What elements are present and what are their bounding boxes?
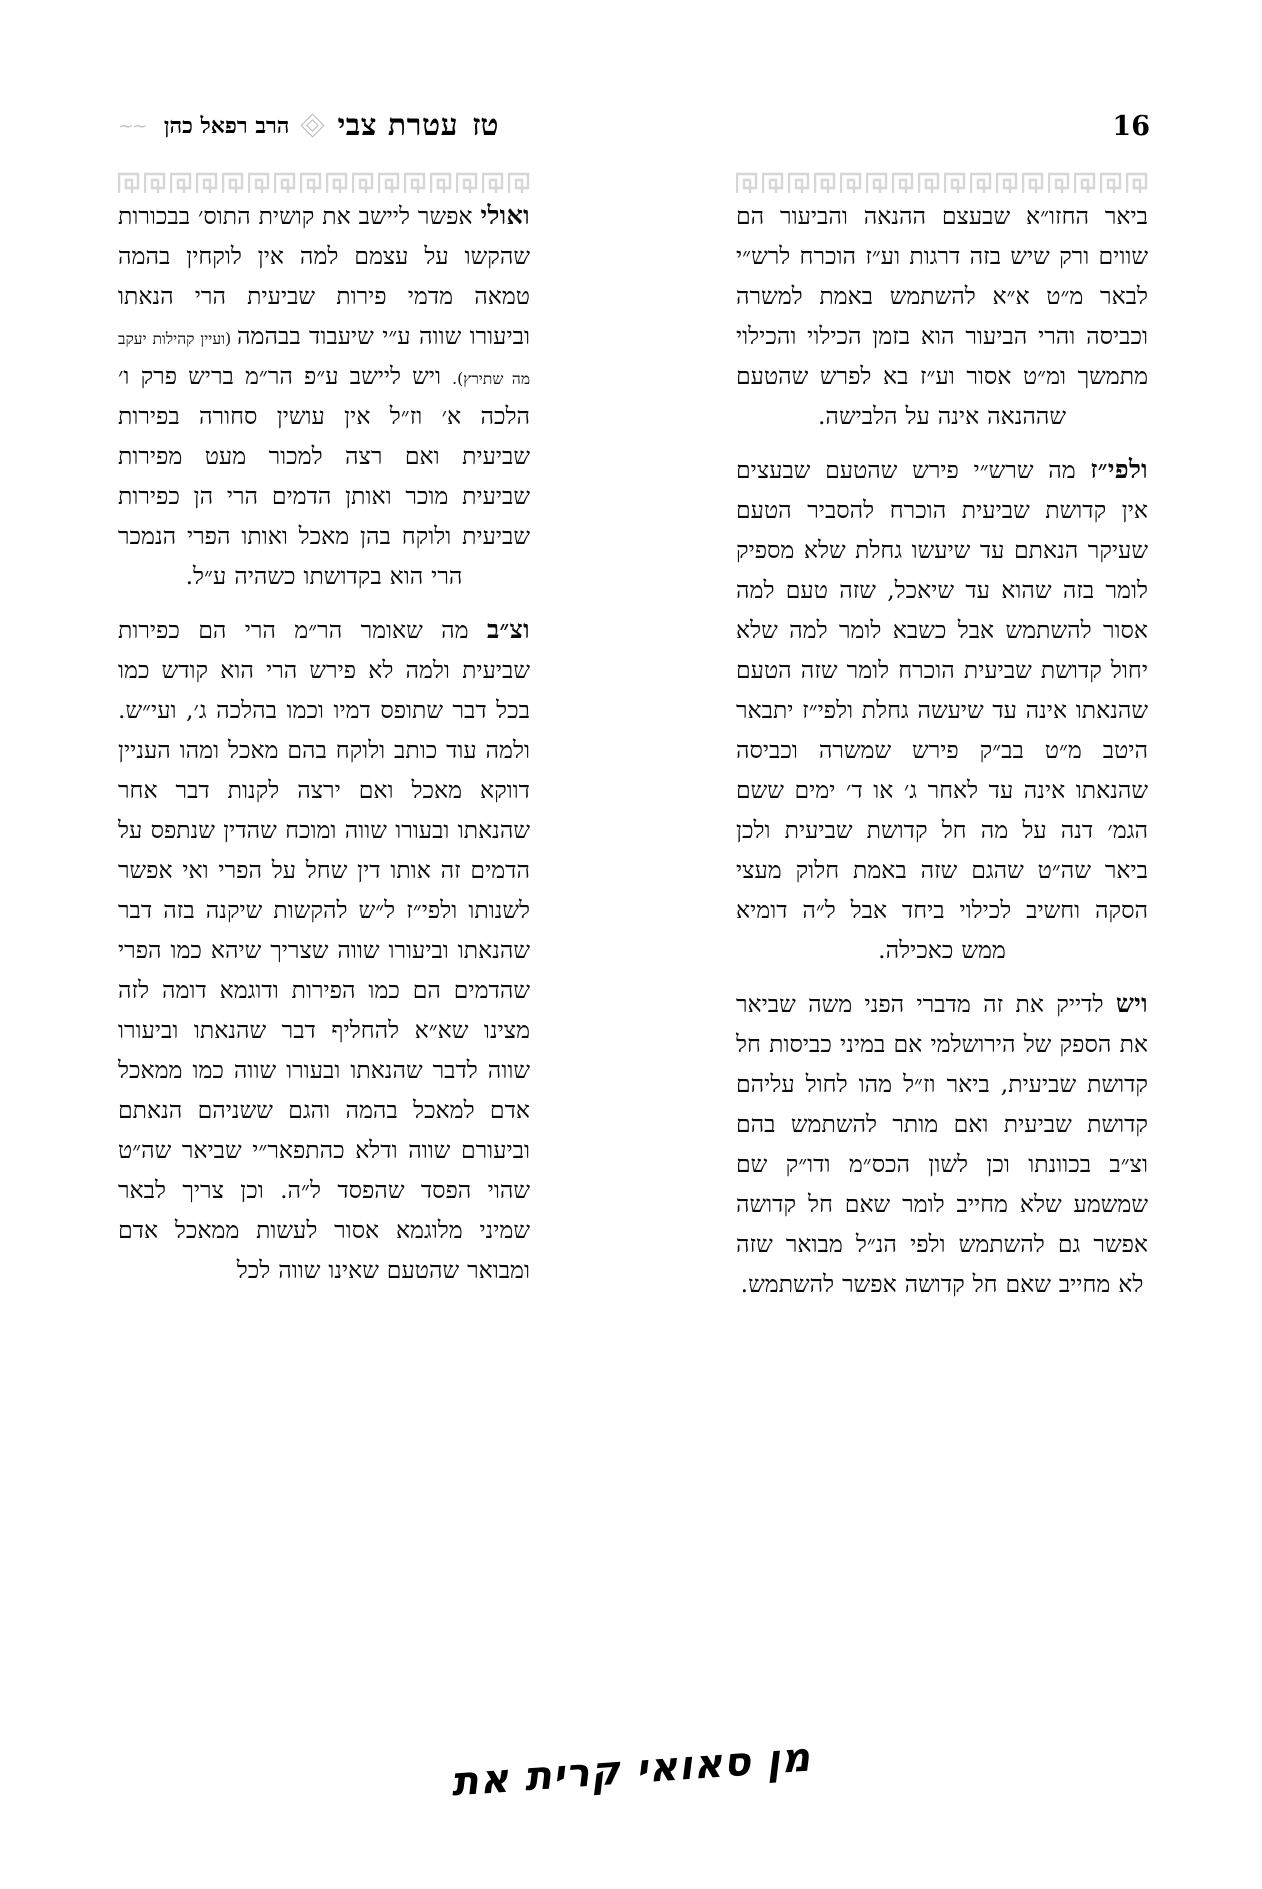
page-number: 16 — [1112, 111, 1150, 142]
paragraph — [118, 610, 530, 1290]
paragraph — [118, 196, 530, 596]
paragraph — [736, 450, 1148, 970]
footer-logo: מן סאואי קרית את — [449, 1734, 813, 1806]
paragraph — [736, 984, 1148, 1304]
paragraph-body: מה שרש״י פירש שהטעם שבעצים אין קדושת שביעית הוכרח להסביר הטעם שעיקר הנאתם עד שיעשו גחלת שלא מספיק לומר בזה שהוא עד שיאכל, שזה טעם למה אסור להשתמש אבל כשבא לומר למה שלא יחול קדושת שביעית הוכרח לומר שזה הטעם שהנאתו אינה עד שיעשה גחלת ולפי״ז יתבאר היטב מ״ט בב״ק פירש שמשרה וכביסה שהנאתו אינה עד לאחר ג׳ או ד׳ ימים ששם הגמ׳ דנה על מה חל קדושת שביעית ולכן ביאר שה״ט שהגם שזה באמת חלוק מעצי הסקה וחשיב לכילוי ביחד אבל ל״ה דומיא ממש כאכילה. — [736, 456, 1148, 964]
paragraph-body: ביאר החזו״א שבעצם ההנאה והביעור הם שווים ורק שיש בזה דרגות וע״ז הוכרח לרש״י לבאר מ״ט א״א להשתמש באמת למשרה וכביסה והרי הביעור הוא בזמן הכילוי והכילוי מתמשך ומ״ט אסור וע״ז בא לפרש שהטעם שההנאה אינה על הלבישה. — [736, 202, 1148, 430]
text-column-right — [736, 196, 1148, 1304]
paragraph-lead-word: וצ״ב — [486, 615, 530, 645]
running-head — [118, 108, 1150, 150]
swash-ornament-icon: ~~ — [118, 114, 146, 137]
paragraph — [736, 196, 1148, 436]
chapter-marker: טז — [472, 108, 499, 143]
paragraph-lead-word: ויש — [1115, 989, 1148, 1019]
paragraph-lead-word: ואולי — [480, 201, 530, 231]
diamond-icon — [303, 116, 323, 136]
book-title: עטרת צבי — [337, 108, 459, 143]
author-name: הרב רפאל כהן — [163, 112, 290, 139]
parenthetical-note: (ועיין קהילות יעקב מה שתירץ). — [118, 330, 531, 388]
paragraph-body: לדייק את זה מדברי הפני משה שביאר את הספק של הירושלמי אם במיני כביסות חל קדושת שביעית, ביאר וז״ל מהו לחול עליהם קדושת שביעית ואם מותר להשתמש בהם וצ״ב בכוונתו וכן לשון הכס״מ ודו״ק שם שמשמע שלא מחייב לומר שאם חל קדושה אפשר גם להשתמש ולפי הנ״ל מבואר שזה לא מחייב שאם חל קדושה אפשר להשתמש. — [736, 990, 1148, 1298]
decorative-border-left — [118, 168, 530, 194]
paragraph-body: מה שאומר הר״מ הרי הם כפירות שביעית ולמה לא פירש הרי הוא קודש כמו בכל דבר שתופס דמיו וכמו בהלכה ג׳, ועי״ש. ולמה עוד כותב ולוקח בהם מאכל ומהו העניין דווקא מאכל ואם ירצה לקנות דבר אחר שהנאתו ובעורו שווה ומוכח שהדין שנתפס על הדמים זה אותו דין שחל על הפרי ואי אפשר לשנותו ולפי״ז ל״ש להקשות שיקנה בזה דבר שהנאתו וביעורו שווה שצריך שיהא כמו הפרי שהדמים הם כמו הפירות ודוגמא דומה לזה מצינו שא״א להחליף דבר שהנאתו וביעורו שווה לדבר שהנאתו ובעורו שווה כמו ממאכל אדם למאכל בהמה והגם ששניהם הנאתם וביעורם שווה ודלא כהתפאר״י שביאר שה״ט שהוי הפסד שהפסד ל״ה. וכן צריך לבאר שמיני מלוגמא אסור לעשות ממאכל אדם ומבואר שהטעם שאינו שווה לכל — [118, 616, 530, 1284]
paragraph-body-continued: ויש ליישב ע״פ הר״מ בריש פרק ו׳ הלכה א׳ וז״ל אין עושין סחורה בפירות שביעית ואם רצה למכור מעט מפירות שביעית מוכר ואותן הדמים הרי הן כפירות שביעית ולוקח בהן מאכל ואותו הפרי הנמכר הרי הוא בקדושתו כשהיה ע״ל. — [118, 362, 530, 590]
decorative-border-right — [736, 168, 1148, 194]
text-column-left — [118, 196, 530, 1290]
paragraph-body: אפשר ליישב את קושית התוס׳ בבכורות שהקשו על עצמם למה אין לוקחין בהמה טמאה מדמי פירות שביעית הרי הנאתו וביעורו שווה ע״י שיעבוד בבהמה — [118, 202, 530, 350]
paragraph-lead-word: ולפי״ז — [1090, 455, 1148, 485]
running-head-right — [118, 108, 499, 143]
